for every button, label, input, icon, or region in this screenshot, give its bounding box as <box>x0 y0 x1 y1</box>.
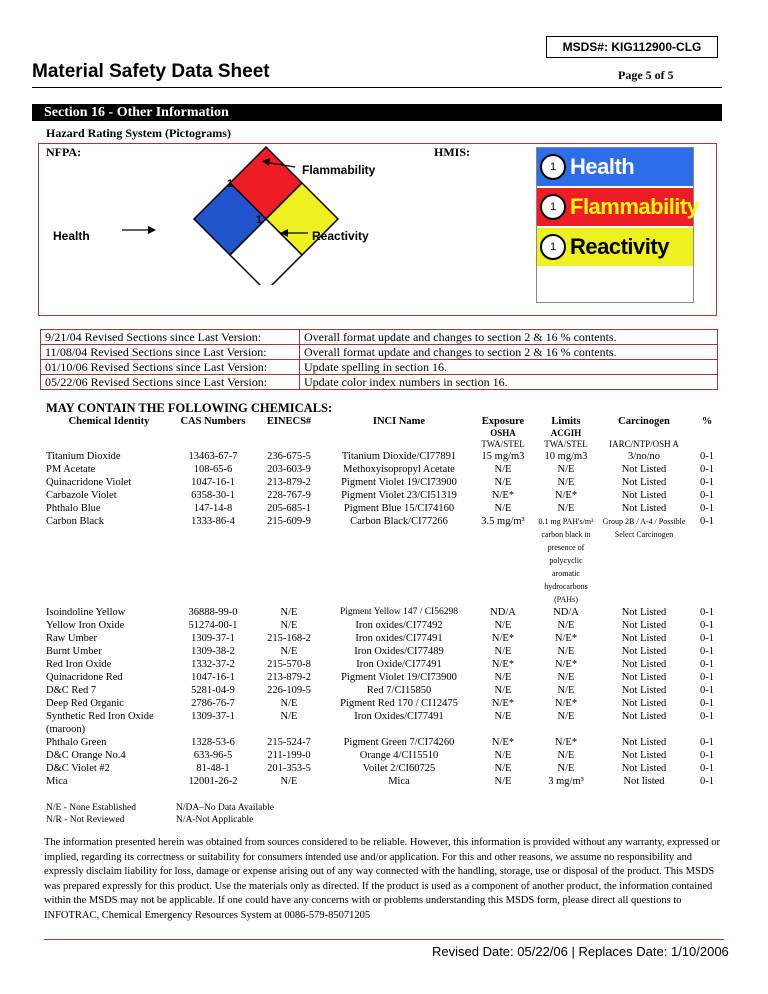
chem-identity: Synthetic Red Iron Oxide (maroon) <box>46 711 154 735</box>
chem-percent: 0-1 <box>700 685 714 696</box>
chem-cas: 51274-00-1 <box>188 620 238 631</box>
chem-identity: Mica <box>46 776 68 787</box>
chem-inci: Pigment Violet 19/CI73900 <box>341 672 457 683</box>
chem-percent: 0-1 <box>700 451 714 462</box>
hmis-reactivity-value: 1 <box>540 234 566 260</box>
chem-osha: 3.5 mg/m³ <box>481 516 525 527</box>
chem-percent: 0-1 <box>700 737 714 748</box>
table-row <box>44 489 724 502</box>
chem-osha: 15 mg/m3 <box>481 451 525 462</box>
chem-identity: Carbazole Violet <box>46 490 117 501</box>
chem-percent: 0-1 <box>700 659 714 670</box>
chemicals-header-row <box>44 415 724 428</box>
nfpa-flammability-label: Flammability <box>302 163 376 177</box>
chem-cas: 1333-86-4 <box>191 516 235 527</box>
chem-cas: 2786-76-7 <box>191 698 235 709</box>
chem-einecs: 205-685-1 <box>267 503 311 514</box>
nfpa-reactivity-label: Reactivity <box>312 229 369 243</box>
table-row <box>44 671 724 684</box>
hmis-health-label: Health <box>570 154 635 179</box>
chem-inci: Carbon Black/CI77266 <box>350 516 448 527</box>
chem-identity: Phthalo Blue <box>46 503 101 514</box>
page-number: Page 5 of 5 <box>618 68 674 82</box>
chem-inci: Iron Oxides/CI77491 <box>354 711 444 722</box>
chem-einecs: 215-570-8 <box>267 659 311 670</box>
table-row <box>44 450 724 463</box>
chem-inci: Mica <box>388 776 410 787</box>
chem-osha: N/E <box>494 672 512 683</box>
col-einecs: EINECS# <box>266 416 312 427</box>
revision-row <box>41 330 718 345</box>
chem-percent: 0-1 <box>700 607 714 618</box>
chem-carcinogen: Not Listed <box>621 711 667 722</box>
hmis-flammability-label: Flammability <box>570 194 699 219</box>
revision-description: Update spelling in section 16. <box>300 360 718 375</box>
chem-identity: Yellow Iron Oxide <box>46 620 125 631</box>
revision-description: Update color index numbers in section 16. <box>300 375 718 390</box>
chem-identity: D&C Red 7 <box>46 685 97 696</box>
hmis-health-row <box>537 148 693 186</box>
chem-cas: 108-65-6 <box>193 464 233 475</box>
chem-osha: N/E <box>494 711 512 722</box>
hmis-label: HMIS: <box>434 145 470 159</box>
msds-number: MSDS#: KIG112900-CLG <box>546 36 718 58</box>
chem-acgih: N/E <box>557 503 575 514</box>
chem-cas: 147-14-8 <box>193 503 233 514</box>
chemicals-table <box>44 415 724 788</box>
chem-carcinogen: Not Listed <box>621 750 667 761</box>
hmis-health-value: 1 <box>540 154 566 180</box>
chem-identity: Burnt Umber <box>46 646 102 657</box>
chem-acgih: N/E <box>557 620 575 631</box>
chem-cas: 12001-26-2 <box>188 776 238 787</box>
chem-identity: Raw Umber <box>46 633 98 644</box>
chem-cas: 1332-37-2 <box>191 659 235 670</box>
chem-cas: 633-96-5 <box>193 750 233 761</box>
chem-inci: Pigment Red 170 / CI12475 <box>340 698 458 709</box>
chem-identity: Isoindoline Yellow <box>46 607 126 618</box>
table-row <box>44 619 724 632</box>
chem-osha: N/E <box>494 620 512 631</box>
chem-acgih: N/E* <box>554 490 578 501</box>
revision-description: Overall format update and changes to section 2 & 16 % contents. <box>300 330 718 345</box>
revision-row <box>41 375 718 390</box>
chem-einecs: N/E <box>280 698 298 709</box>
section-heading: Section 16 - Other Information <box>32 104 722 121</box>
table-row <box>44 476 724 489</box>
chem-identity: Phthalo Green <box>46 737 107 748</box>
chem-acgih: N/E* <box>554 659 578 670</box>
chem-acgih: N/E <box>557 672 575 683</box>
chem-identity: D&C Violet #2 <box>46 763 110 774</box>
table-row <box>44 515 724 606</box>
chem-percent: 0-1 <box>700 620 714 631</box>
chem-einecs: N/E <box>280 607 298 618</box>
chem-carcinogen: Not Listed <box>621 737 667 748</box>
chem-einecs: N/E <box>280 620 298 631</box>
chem-osha: N/E <box>494 503 512 514</box>
revision-date: 9/21/04 Revised Sections since Last Version: <box>41 330 300 345</box>
chem-carcinogen: Not Listed <box>621 672 667 683</box>
chem-percent: 0-1 <box>700 698 714 709</box>
chem-inci: Titanium Dioxide/CI77891 <box>341 451 457 462</box>
chem-carcinogen: Not Listed <box>621 464 667 475</box>
chem-acgih: N/E <box>557 711 575 722</box>
chem-carcinogen: Not Listed <box>621 633 667 644</box>
table-row <box>44 463 724 476</box>
col-acgih: ACGIH <box>550 428 582 438</box>
hmis-flammability-value: 1 <box>540 194 566 220</box>
chem-cas: 81-48-1 <box>196 763 230 774</box>
chem-inci: Methoxyisopropyl Acetate <box>343 464 455 475</box>
chem-acgih: 3 mg/m³ <box>548 776 584 787</box>
chem-inci: Pigment Violet 23/CI51319 <box>341 490 457 501</box>
col-limits: Limits <box>551 416 581 427</box>
chem-cas: 36888-99-0 <box>188 607 238 618</box>
chem-percent: 0-1 <box>700 503 714 514</box>
chem-osha: ND/A <box>490 607 516 618</box>
chem-carcinogen: 3/no/no <box>627 451 661 462</box>
chem-acgih: ND/A <box>553 607 579 618</box>
chem-inci: Iron Oxide/CI77491 <box>356 659 442 670</box>
table-row <box>44 736 724 749</box>
table-row <box>44 775 724 788</box>
col-carc-sub: IARC/NTP/OSH A <box>609 439 679 449</box>
chem-inci: Iron oxides/CI77491 <box>355 633 443 644</box>
revision-table <box>40 329 718 390</box>
revision-description: Overall format update and changes to section 2 & 16 % contents. <box>300 345 718 360</box>
table-row <box>44 645 724 658</box>
chem-percent: 0-1 <box>700 464 714 475</box>
chem-einecs: 215-168-2 <box>267 633 311 644</box>
chem-osha: N/E <box>494 763 512 774</box>
chem-einecs: N/E <box>280 711 298 722</box>
legend-nr: N/R - Not Reviewed <box>46 815 125 825</box>
revision-date: 01/10/06 Revised Sections since Last Version: <box>41 360 300 375</box>
chem-einecs: 201-353-5 <box>267 763 311 774</box>
chem-carcinogen: Not Listed <box>621 685 667 696</box>
col-exposure: Exposure <box>481 416 525 427</box>
chem-acgih: 10 mg/m3 <box>544 451 588 462</box>
chem-cas: 1047-16-1 <box>191 672 235 683</box>
chem-percent: 0-1 <box>700 646 714 657</box>
chem-einecs: 213-879-2 <box>267 477 311 488</box>
table-row <box>44 658 724 671</box>
chem-percent: 0-1 <box>700 477 714 488</box>
chemicals-heading: MAY CONTAIN THE FOLLOWING CHEMICALS: <box>46 401 333 415</box>
nfpa-flammability-value: 1 <box>227 178 234 190</box>
nfpa-health-label: Health <box>53 229 90 243</box>
chem-einecs: 203-603-9 <box>267 464 311 475</box>
table-row <box>44 697 724 710</box>
chem-percent: 0-1 <box>700 633 714 644</box>
chem-inci: Red 7/CI15850 <box>366 685 432 696</box>
chem-inci: Pigment Violet 19/CI73900 <box>341 477 457 488</box>
table-row <box>44 762 724 775</box>
col-inci: INCI Name <box>372 416 426 427</box>
table-row <box>44 606 724 619</box>
col-percent: % <box>701 416 713 427</box>
chem-carcinogen: Not Listed <box>621 763 667 774</box>
revision-date: 11/08/04 Revised Sections since Last Version: <box>41 345 300 360</box>
chem-identity: Red Iron Oxide <box>46 659 112 670</box>
chem-identity: Quinacridone Violet <box>46 477 132 488</box>
chem-einecs: 211-199-0 <box>267 750 311 761</box>
chem-osha: N/E <box>494 464 512 475</box>
revision-row <box>41 360 718 375</box>
revision-date: 05/22/06 Revised Sections since Last Version: <box>41 375 300 390</box>
col-osha-twa: TWA/STEL <box>481 439 525 449</box>
chem-carcinogen: Not Listed <box>621 698 667 709</box>
hmis-label-box <box>536 147 699 303</box>
chem-cas: 1309-37-1 <box>191 711 235 722</box>
chem-cas: 1309-37-1 <box>191 633 235 644</box>
chem-acgih: 0.1 mg PAH's/m³ carbon black in presence of polycyclic aromatic hydrocarbons (PAHs) <box>538 517 594 604</box>
chem-acgih: N/E* <box>554 737 578 748</box>
col-acgih-twa: TWA/STEL <box>544 439 588 449</box>
chem-cas: 6358-30-1 <box>191 490 235 501</box>
hmis-reactivity-row <box>537 228 693 266</box>
footer-rule <box>44 939 724 940</box>
chem-osha: N/E <box>494 776 512 787</box>
nfpa-label: NFPA: <box>46 145 82 159</box>
hazard-rating-heading: Hazard Rating System (Pictograms) <box>46 126 231 140</box>
chem-carcinogen: Not Listed <box>621 490 667 501</box>
chem-osha: N/E <box>494 750 512 761</box>
chem-acgih: N/E <box>557 464 575 475</box>
chem-osha: N/E <box>494 685 512 696</box>
chem-carcinogen: Not Listed <box>621 503 667 514</box>
chem-identity: D&C Orange No.4 <box>46 750 126 761</box>
chem-acgih: N/E* <box>554 633 578 644</box>
chem-carcinogen: Not Listed <box>621 477 667 488</box>
chem-einecs: 213-879-2 <box>267 672 311 683</box>
chem-einecs: N/E <box>280 776 298 787</box>
col-cas: CAS Numbers <box>180 416 246 427</box>
chem-cas: 13463-67-7 <box>188 451 238 462</box>
chem-percent: 0-1 <box>700 672 714 683</box>
legend-nda: N/DA–No Data Available <box>176 803 274 813</box>
chem-osha: N/E* <box>491 698 515 709</box>
disclaimer: The information presented herein was obtained from sources considered to be reliable. However, this information is provided without any warranty, expressed or implied, regarding its correctness or suitability for consumers intended use and/or application. For this and other reasons, we assume no responsibility and expressly disclaim liability for loss, damage or expense arising out of any way connected with the handling, storage, use or disposal of the product. This MSDS was prepared expressly for this product. Use the materials only as directed. If the product is used as a component of another product, the information contained within the MSDS may not be applicable. If one could have any concerns with or problems understanding this MSDS form, please direct all questions to INFOTRAC, Chemical Emergency Resources System at 0086-579-85071205 <box>44 837 720 921</box>
nfpa-health-value: 1 <box>177 214 184 226</box>
col-osha: OSHA <box>490 428 516 438</box>
chem-identity: Carbon Black <box>46 516 105 527</box>
chem-acgih: N/E <box>557 750 575 761</box>
chem-cas: 5281-04-9 <box>191 685 235 696</box>
table-row <box>44 749 724 762</box>
chem-percent: 0-1 <box>700 516 714 527</box>
chem-acgih: N/E <box>557 477 575 488</box>
chem-percent: 0-1 <box>700 750 714 761</box>
chem-osha: N/E* <box>491 490 515 501</box>
chem-identity: Quinacridone Red <box>46 672 123 683</box>
chem-inci: Orange 4/CI15510 <box>359 750 439 761</box>
revised-date: Revised Date: 05/22/06 | Replaces Date: 1/10/2006 <box>432 944 729 959</box>
chem-einecs: 215-609-9 <box>267 516 311 527</box>
chem-einecs: 236-675-5 <box>267 451 311 462</box>
chem-einecs: 226-109-5 <box>267 685 311 696</box>
table-row <box>44 502 724 515</box>
hmis-reactivity-label: Reactivity <box>570 234 669 259</box>
chem-carcinogen: Group 2B / A-4 / Possible Select Carcinogen <box>602 517 686 539</box>
legend-ne: N/E - None Established <box>46 803 136 813</box>
col-carcinogen: Carcinogen <box>618 416 670 427</box>
chem-osha: N/E* <box>491 737 515 748</box>
chem-acgih: N/E <box>557 646 575 657</box>
header-rule <box>32 87 722 88</box>
chem-carcinogen: Not Listed <box>621 620 667 631</box>
chem-cas: 1309-38-2 <box>191 646 235 657</box>
chem-einecs: 228-767-9 <box>267 490 311 501</box>
chem-osha: N/E* <box>491 633 515 644</box>
chem-identity: Deep Red Organic <box>46 698 124 709</box>
chem-carcinogen: Not Listed <box>621 659 667 670</box>
chem-identity: PM Acetate <box>46 464 96 475</box>
chem-osha: N/E <box>494 646 512 657</box>
chem-osha: N/E <box>494 477 512 488</box>
chem-percent: 0-1 <box>700 763 714 774</box>
chem-carcinogen: Not Listed <box>621 607 667 618</box>
legend-na: N/A-Not Applicable <box>176 815 254 825</box>
chem-percent: 0-1 <box>700 490 714 501</box>
chem-acgih: N/E* <box>554 698 578 709</box>
chem-inci: Pigment Blue 15/CI74160 <box>343 503 455 514</box>
table-row <box>44 632 724 645</box>
nfpa-reactivity-value: 1 <box>256 214 263 226</box>
chem-inci: Voilet 2/CI60725 <box>362 763 436 774</box>
document-title: Material Safety Data Sheet <box>32 61 270 82</box>
chem-cas: 1047-16-1 <box>191 477 235 488</box>
chem-carcinogen: Not listed <box>623 776 665 787</box>
chem-identity: Titanium Dioxide <box>46 451 121 462</box>
chem-carcinogen: Not Listed <box>621 646 667 657</box>
chem-einecs: N/E <box>280 646 298 657</box>
chem-osha: N/E* <box>491 659 515 670</box>
chem-percent: 0-1 <box>700 711 714 722</box>
table-row <box>44 684 724 697</box>
chem-inci: Iron oxides/CI77492 <box>355 620 443 631</box>
col-identity: Chemical Identity <box>68 416 150 427</box>
chem-inci: Pigment Yellow 147 / CI56298 <box>340 607 458 617</box>
chem-cas: 1328-53-6 <box>191 737 235 748</box>
chem-percent: 0-1 <box>700 776 714 787</box>
chem-acgih: N/E <box>557 763 575 774</box>
revision-row <box>41 345 718 360</box>
chem-inci: Iron Oxides/CI77489 <box>354 646 444 657</box>
hmis-flammability-row <box>537 188 699 226</box>
chemicals-subheader-row <box>44 428 724 450</box>
table-row <box>44 710 724 736</box>
chem-acgih: N/E <box>557 685 575 696</box>
chem-einecs: 215-524-7 <box>267 737 311 748</box>
chem-inci: Pigment Green 7/CI74260 <box>343 737 455 748</box>
